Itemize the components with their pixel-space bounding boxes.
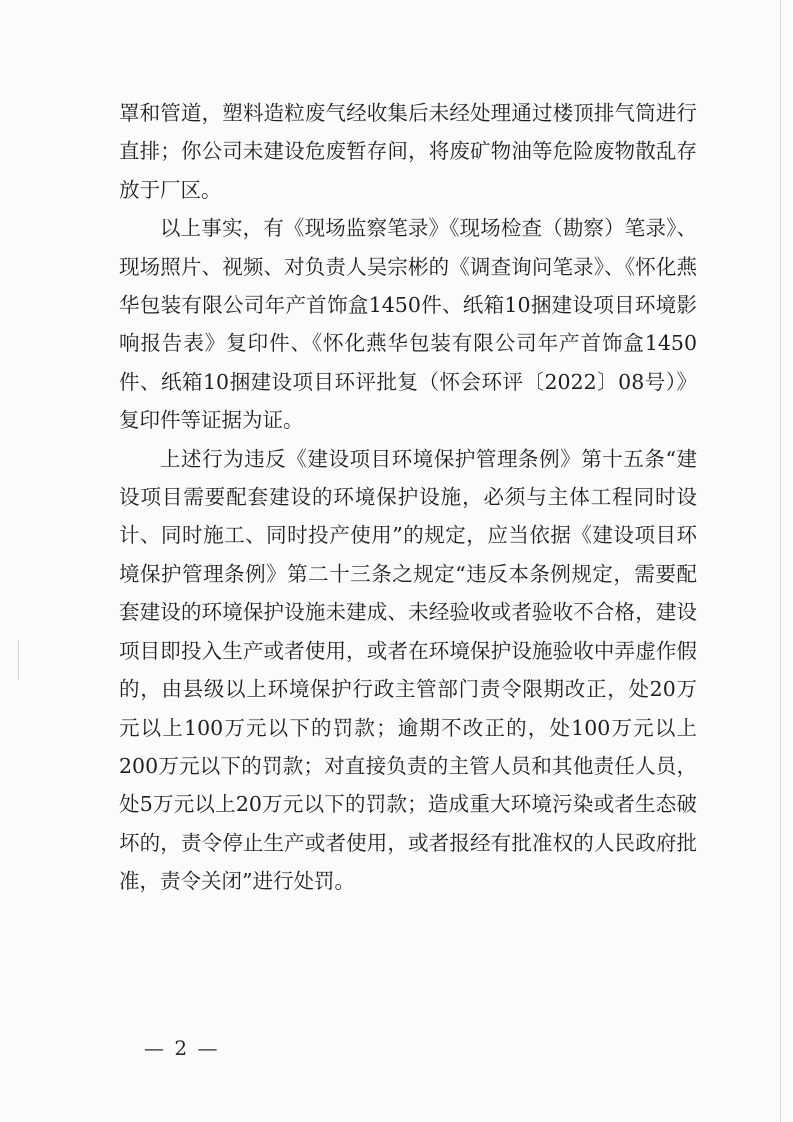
scan-edge-mark <box>780 0 781 1122</box>
page-number: — 2 — <box>144 1036 220 1060</box>
paragraph-violation: 上述行为违反《建设项目环境保护管理条例》第十五条“建设项目需要配套建设的环境保护设施，必须与主体工程同时设计、同时施工、同时投产使用”的规定，应当依据《建设项目环境保护管理条例》第二十三条之规定“违反本条例规定，需要配套建设的环境保护设施未建成、未经验收或者验收不合格，建设项目即投入生产或者使用，或者在环境保护设施验收中弄虚作假的，由县级以上环境保护行政主管部门责令限期改正，处20万元以上100万元以下的罚款；逾期不改正的，处100万元以上200万元以下的罚款；对直接负责的主管人员和其他责任人员，处5万元以上20万元以下的罚款；造成重大环境污染或者生态破坏的，责令停止生产或者使用，或者报经有批准权的人民政府批准，责令关闭”进行处罚。 <box>119 446 697 894</box>
scan-edge-mark <box>18 640 19 680</box>
paragraph-evidence: 以上事实，有《现场监察笔录》《现场检查（勘察）笔录》、现场照片、视频、对负责人吴宗彬的《调查询问笔录》、《怀化燕华包装有限公司年产首饰盒1450件、纸箱10捆建设项目环境影响报告表》复印件、《怀化燕华包装有限公司年产首饰盒1450件、纸箱10捆建设项目环评批复（怀会环评〔2022〕08号）》复印件等证据为证。 <box>119 216 697 433</box>
paragraph-continued: 罩和管道，塑料造粒废气经收集后未经处理通过楼顶排气筒进行直排；你公司未建设危废暂存间，将废矿物油等危险废物散乱存放于厂区。 <box>119 101 697 202</box>
document-body <box>119 94 697 901</box>
